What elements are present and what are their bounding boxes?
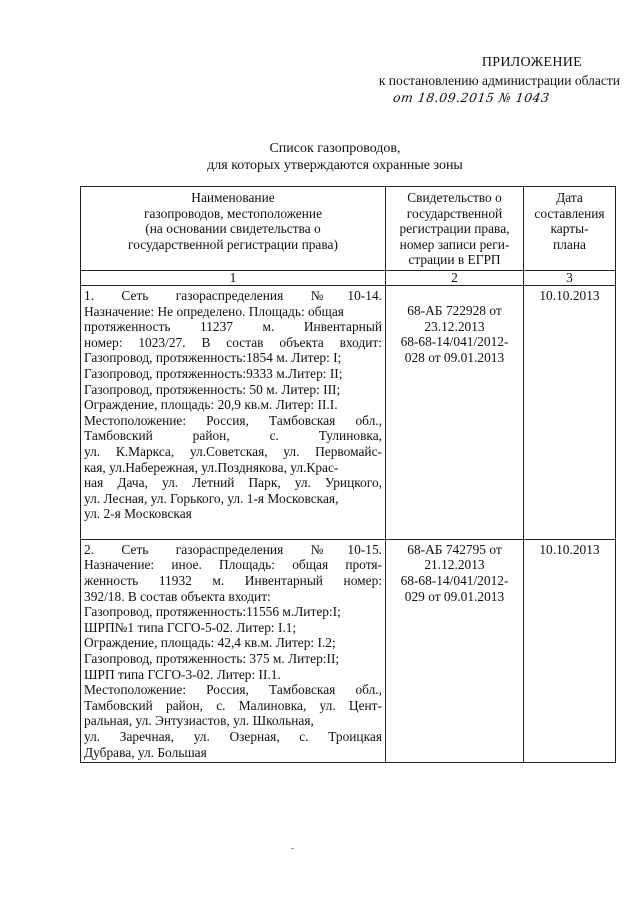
- column-number-row: [81, 270, 616, 285]
- certificate-line: 21.12.2013: [424, 557, 485, 573]
- header-line: плана: [553, 236, 586, 252]
- table-row: [81, 539, 616, 762]
- certificate-line: 68-АБ 722928 от: [407, 302, 502, 318]
- description-line: Дубрава, ул. Большая: [84, 744, 207, 760]
- certificate-line: 68-АБ 742795 от: [407, 541, 502, 557]
- description-line: ШРП№1 типа ГСГО-5-02. Литер: I.1;: [84, 619, 297, 635]
- map-plan-date: 10.10.2013: [524, 285, 616, 539]
- description-line: Газопровод, протяженность:1854 м. Литер: I;: [84, 350, 342, 366]
- header-date: [524, 187, 616, 271]
- header-certificate: [386, 187, 524, 271]
- pipeline-description: [81, 285, 386, 539]
- table-row: [81, 285, 616, 539]
- column-number: 2: [386, 270, 524, 285]
- description-line: ул. 2-я Московская: [84, 506, 192, 522]
- registration-certificate: [386, 539, 524, 762]
- description-line: Газопровод, протяженность: 375 м. Литер:II;: [84, 651, 340, 667]
- header-line: страции в ЕГРП: [408, 252, 501, 268]
- header-line: Свидетельство о: [407, 190, 502, 205]
- description-line: Местоположение: Россия, Тамбовская обл.,: [84, 682, 382, 698]
- cert-top-gap: [389, 288, 520, 303]
- description-line: номер: 1023/27. В состав объекта входит:: [84, 334, 382, 350]
- description-line: Газопровод, протяженность:9333 м.Литер: II;: [84, 365, 343, 381]
- registration-certificate: [386, 285, 524, 539]
- description-line: Тамбовский район, с. Тулиновка,: [84, 428, 382, 444]
- description-line: 392/18. В состав объекта входит:: [84, 588, 271, 604]
- description-line: ШРП типа ГСГО-3-02. Литер: II.1.: [84, 666, 281, 682]
- map-plan-date: 10.10.2013: [524, 539, 616, 762]
- handwritten-date-number: от 18.09.2015 № 1043: [392, 90, 552, 105]
- description-line: ральная, ул. Энтузиастов, ул. Школьная,: [84, 713, 314, 729]
- description-line: ул. Лесная, ул. Горького, ул. 1-я Московская,: [84, 490, 339, 506]
- document-title-line-1: Список газопроводов,: [269, 141, 401, 156]
- table-header-row: [81, 187, 616, 271]
- description-line: Газопровод, протяженность: 50 м. Литер: III;: [84, 381, 341, 397]
- description-line: Тамбовский район, с. Малиновка, ул. Цент-: [84, 697, 382, 713]
- description-line: Местоположение: Россия, Тамбовская обл.,: [84, 412, 382, 428]
- description-line: Ограждение, площадь: 42,4 кв.м. Литер: I.2;: [84, 635, 336, 651]
- certificate-line: 23.12.2013: [424, 318, 485, 334]
- description-line: протяженность 11237 м. Инвентарный: [84, 319, 382, 335]
- column-number: 1: [81, 270, 386, 285]
- row-spacer: [84, 522, 382, 537]
- header-line: газопроводов, местоположение: [143, 205, 323, 221]
- certificate-line: 68-68-14/041/2012-: [400, 334, 509, 350]
- appendix-block: [300, 54, 620, 107]
- document-title: [0, 140, 640, 174]
- description-line: женность 11932 м. Инвентарный номер:: [84, 573, 382, 589]
- header-line: карты-: [550, 221, 589, 237]
- document-title-line-2: для которых утверждаются охранные зоны: [207, 158, 463, 173]
- header-line: Дата: [556, 190, 583, 205]
- description-line: ул. Заречная, ул. Озерная, с. Троицкая: [84, 729, 382, 744]
- header-line: государственной регистрации права): [128, 236, 338, 252]
- description-line: ул. К.Маркса, ул.Советская, ул. Первомайс-: [84, 443, 382, 459]
- gas-pipelines-table: [80, 186, 616, 763]
- certificate-line: 68-68-14/041/2012-: [400, 573, 509, 589]
- pipeline-description: [81, 539, 386, 762]
- header-line: номер записи реги-: [399, 236, 510, 252]
- description-line: Ограждение, площадь: 20,9 кв.м. Литер: II.I.: [84, 397, 338, 413]
- certificate-line: 029 от 09.01.2013: [404, 588, 505, 604]
- appendix-title: ПРИЛОЖЕНИЕ: [481, 55, 582, 70]
- description-line: 1. Сеть газораспределения №10-14.: [84, 287, 382, 303]
- header-line: (на основании свидетельства о: [145, 221, 321, 237]
- description-line: 2. Сеть газораспределения №10-15.: [84, 541, 382, 557]
- column-number: 3: [524, 270, 616, 285]
- scan-speck: [291, 848, 294, 849]
- header-name-location: [81, 187, 386, 271]
- description-line: кая, ул.Набережная, ул.Позднякова, ул.Крас-: [84, 459, 339, 475]
- header-line: государственной: [406, 205, 503, 221]
- header-line: регистрации права,: [399, 221, 510, 237]
- header-line: Наименование: [191, 190, 275, 205]
- header-line: составления: [534, 205, 605, 221]
- certificate-line: 028 от 09.01.2013: [404, 349, 505, 365]
- description-line: Назначение: Не определено. Площадь: общая: [84, 303, 344, 319]
- description-line: Газопровод, протяженность:11556 м.Литер:I;: [84, 604, 341, 620]
- description-line: ная Дача, ул. Летний Парк, ул. Урицкого,: [84, 475, 382, 491]
- description-line: Назначение: иное. Площадь: общая протя-: [84, 557, 382, 573]
- appendix-subtitle: к постановлению администрации области: [378, 73, 620, 88]
